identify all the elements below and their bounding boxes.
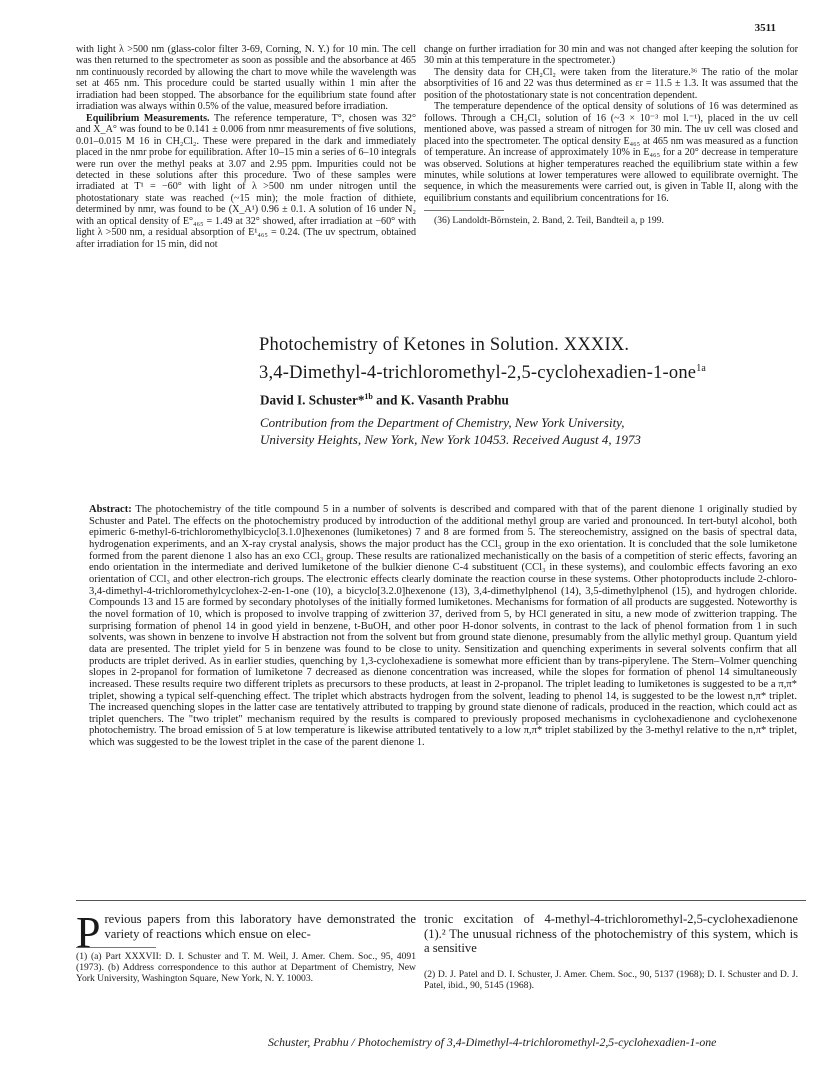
article-title [259, 334, 799, 385]
footnote-2: (2) D. J. Patel and D. I. Schuster, J. Amer. Chem. Soc., 90, 5137 (1968); D. I. Schuster and D. J. Patel, ibid., 90, 5145 (1968). [424, 968, 798, 991]
right-paragraph-2: The density data for CH₂Cl₂ were taken from the literature.³⁶ The ratio of the molar absorptivities of 16 and 22 was thus determined as εr = 11.5 ± 1.3. It was assumed that the position of the photostationary state is not concentration dependent. [424, 66, 798, 101]
authors [260, 392, 509, 408]
title-line-1: Photochemistry of Ketones in Solution. XXXIX. [259, 335, 630, 355]
title-footnote-ref: 1a [696, 363, 707, 374]
right-paragraph-3: The temperature dependence of the optical density of solutions of 16 was determined as follows. Through a CH₂Cl₂ solution of 16 (~3 × 10⁻³ mol l.⁻¹), placed in the uv cell mentioned above, was passed a stream of nitrogen for 30 min. The uv cell was closed and placed into the spectrometer. The optical density E₄₆₅ at 465 nm was measured as a function of temperature. An increase of approximately 10% in E₄₆₅ for a 20° decrease in temperature was observed. Solutions at higher temperatures reached the equilibrium state within a few minutes, while solutions at lower temperatures were allowed to equilibrate overnight. The sequence, in which the measurements were carried out, is given in Table II, along with the equilibrium constants and equilibrium concentrations for 16. [424, 101, 798, 204]
left-paragraph-1: with light λ >500 nm (glass-color filter 3-69, Corning, N. Y.) for 10 min. The cell was then returned to the spectrometer as soon as possible and the absorbance at 465 nm continuously recorded by allowing the chart to move while the wavelength was set at 465 nm. This procedure could be started usually within 1 min after the irradiation had been stopped. The absorbance for the equilibrium state found after irradiation was always within 0.5% of the value, measured before irradiation. [76, 44, 416, 113]
section-heading: Equilibrium Measurements. [86, 112, 210, 124]
title-line-2 [259, 357, 799, 385]
intro-text-left: revious papers from this laboratory have demonstrated the variety of reactions which ensue on elec- [104, 912, 416, 941]
abstract [89, 504, 797, 749]
affiliation [260, 414, 800, 448]
left-paragraph-2-text: The reference temperature, T°, chosen was 32° and X_A° was found to be 0.141 ± 0.006 from nmr measurements of five solutions, 0.01–0.015 M 16 in CH₂Cl₂. These were prepared in the dark and immediately placed in the nmr probe for equilibration. After 10–15 min a series of 6–10 integrals were run over the methyl peaks at 3.07 and 2.95 ppm. Impurities could not be detected in these solutions after this procedure. Two of these samples were irradiated at T¹ = −60° with light of λ >500 nm under nitrogen until the photostationary state was reached (~15 min); the mole fraction of dithiete, determined by nmr, was found to be (X_A¹) 0.96 ± 0.1. A solution of 16 under N₂ with an optical density of E°₄₆₅ = 1.49 at 32° showed, after irradiation at −60° with light λ >500 nm, a residual absorption of E¹₄₆₅ = 0.24. (The uv spectrum, obtained after irradiation for 15 min, did not [76, 112, 416, 250]
abstract-label: Abstract: [89, 504, 132, 515]
running-footer: Schuster, Prabhu / Photochemistry of 3,4-Dimethyl-4-trichloromethyl-2,5-cyclohexadien-1-one [268, 1035, 717, 1049]
intro-right-column [424, 912, 798, 991]
intro-paragraph-start [76, 908, 416, 957]
intro-left-column [76, 908, 416, 985]
page-number: 3511 [754, 22, 776, 34]
right-paragraph-1: change on further irradiation for 30 min and was not changed after keeping the solution for 30 min at this temperature in the spectrometer.) [424, 44, 798, 67]
abstract-separator [76, 900, 806, 901]
title-line-2-text: 3,4-Dimethyl-4-trichloromethyl-2,5-cyclohexadien-1-one [259, 363, 697, 384]
drop-cap: P [76, 908, 101, 957]
left-column [76, 44, 416, 250]
footnote-rule [424, 210, 504, 211]
intro-text-right: tronic excitation of 4-methyl-4-trichloromethyl-2,5-cyclohexadienone (1).² The unusual richness of the photochemistry of this system, which is a sensitive [424, 912, 798, 956]
affiliation-line-2: University Heights, New York, New York 10453. Received August 4, 1973 [260, 432, 641, 447]
abstract-text: The photochemistry of the title compound 5 in a number of solvents is described and compared with that of the parent dienone 1 originally studied by Schuster and Patel. The effects on the photochemistry produced by introduction of the additional methyl group are varied and pronounced. In tert-butyl alcohol, both epimeric 6-methyl-6-trichloromethylbicyclo[3.1.0]hexenones (lumiketones) 7 and 8 are formed from 5. The stereochemistry, assigned on the basis of spectral data, hydrogenation experiments, and an X-ray crystal analysis, shows the major product has the CCl₃ group in the exo orientation. It is concluded that the sole lumiketone formed from the parent dienone 1 also has an exo CCl₃ group. These results are rationalized mechanistically on the basis of a competition of steric effects, favoring an endo orientation in the intermediate and derived lumiketone of the bulkier dienone C-4 substituent (CCl₃ in these systems), and coulombic effects favoring an exo orientation of CCl₃ and other electron-rich groups. The electronic effects clearly dominate the reaction course in these systems. Other photoproducts include 2-chloro-3,4-dimethyl-4-trichloromethylcyclohex-2-en-1-one (10), a bicyclo[3.2.0]hexenone (13), 3,4-dimethylphenol (14), 3,5-dimethylphenol (15), and hydrogen chloride. Compounds 13 and 15 are formed by secondary photolyses of the initially formed lumiketones. Mechanisms for formation of all products are suggested. Noteworthy is the novel formation of 10, which is proposed to involve trapping of zwitterion 37, derived from 5, by HCl generated in situ, a new mode of zwitterion trapping. The surprising formation of phenol 14 in good yield in benzene, t-BuOH, and other poor H-donor solvents, in contrast to the lack of phenol formation from 1 in such solvents, was shown in benzene to involve H abstraction not from the solvent but from ground state dienone, presumably from the allylic methyl group. Quantum yield data are presented. The triplet yield for 5 in benzene was found to be close to unity. Sensitization and quenching experiments in several solvents confirm that all products are triplet derived. As in earlier studies, quenching by 1,3-cyclohexadiene is somewhat more efficient than by trans-piperylene. The Stern–Volmer quenching slopes in 2-propanol for formation of lumiketone 7 decreased as dienone concentration was increased, while the slopes for formation of phenol 14 simultaneously increased. These results require two different triplets as precursors to these products, at least in 2-propanol. The triplet leading to lumiketones is suggested to be a π,π* triplet, showing a typical self-quenching effect. The triplet which abstracts hydrogen from the solvent, leading to phenol 14, is suggested to be the lowest n,π* triplet. The increased quenching slopes in the latter case are tentatively attributed to trapping by ground state dienone of radicals, produced in the reaction, which could act as triplet quenchers. The "two triplet" mechanism required by the results is compared to previously proposed mechanisms in cyclohexadienone and cyclohexenone photochemistry. The broad emission of 5 at low temperature is likewise attributed tentatively to a low π,π* triplet stabilized by the 3-methyl relative to the n,π* triplet, which was suggested to be the lowest triplet in the case of the parent dienone 1. [89, 504, 797, 749]
footnote-1: (1) (a) Part XXXVII: D. I. Schuster and T. M. Weil, J. Amer. Chem. Soc., 95, 4091 (1973). (b) Address correspondence to this author at Department of Chemistry, New York University, Washington Square, New York, N. Y. 10003. [76, 951, 416, 984]
right-column [424, 44, 798, 227]
author-footnote-ref: 1b [364, 392, 373, 401]
footnote-36: (36) Landoldt-Börnstein, 2. Band, 2. Teil, Bandteil a, p 199. [434, 215, 664, 227]
left-paragraph-2 [76, 113, 416, 250]
affiliation-line-1: Contribution from the Department of Chemistry, New York University, [260, 415, 625, 430]
author-2: and K. Vasanth Prabhu [372, 392, 509, 408]
author-1: David I. Schuster* [260, 392, 365, 408]
